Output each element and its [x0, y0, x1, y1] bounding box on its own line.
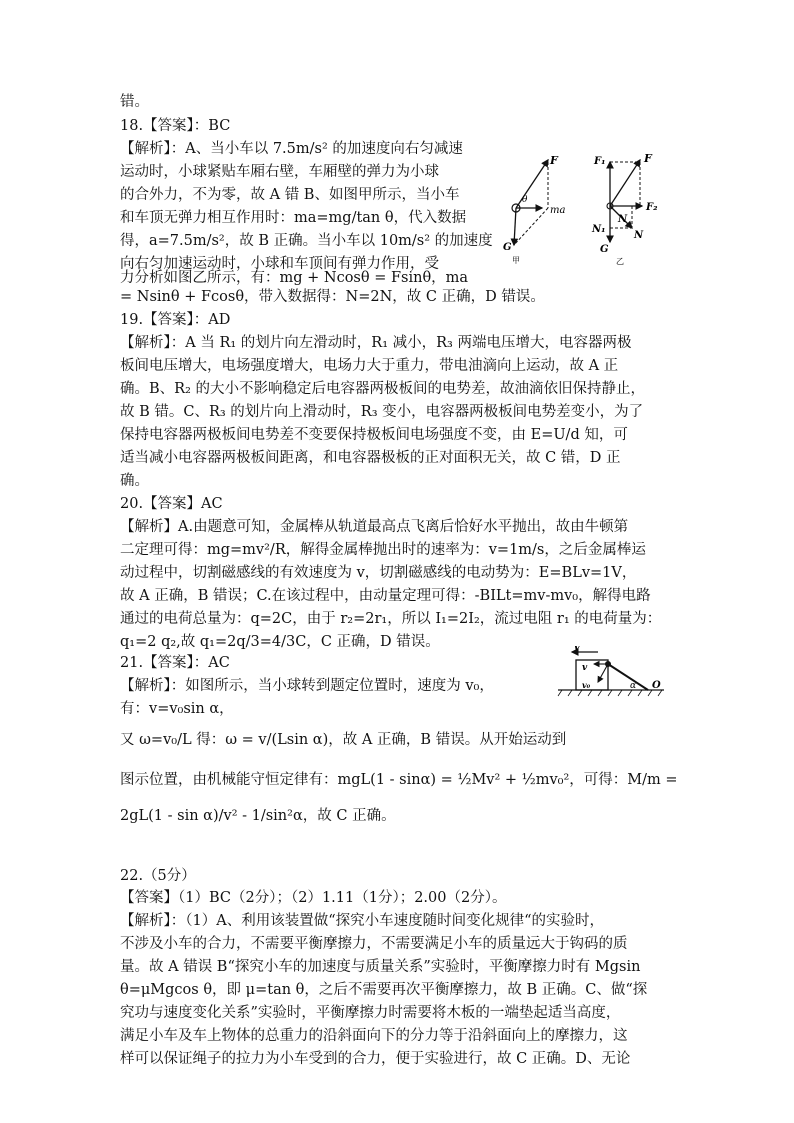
text-line: 保持电容器两极板间电势差不变要保持极板间电场强度不变，由 E=U/d 知，可	[120, 427, 628, 443]
label-F1: F₁	[594, 156, 606, 167]
text-line: 得，a=7.5m/s²，故 B 正确。当小车以 10m/s² 的加速度	[120, 233, 493, 249]
text-line: 【解析】A.由题意可知，金属棒从轨道最高点飞离后恰好水平抛出，故由牛顿第	[120, 519, 629, 535]
text-line: 适当减小电容器两极板间距离，和电容器极板的正对面积无关，故 C 错，D 正	[120, 450, 621, 466]
text-line: 运动时，小球紧贴车厢右壁，车厢壁的弹力为小球	[120, 164, 439, 180]
text-line: 板间电压增大，电场强度增大，电场力大于重力，带电油滴向上运动，故 A 正	[120, 358, 619, 374]
text-line: 二定理可得：mg=mv²/R，解得金属棒抛出时的速率为：v=1m/s，之后金属棒运	[120, 542, 646, 558]
label-N1: N₁	[592, 224, 606, 235]
text-line: 【解析】：如图所示，当小球转到题定位置时，速度为 v₀，	[120, 678, 494, 694]
text-line: 【解析】：A 当 R₁ 的划片向左滑动时，R₁ 减小，R₃ 两端电压增大，电容器两极	[120, 335, 632, 351]
text-line: 量。故 A 错误 B“探究小车的加速度与质量关系”实验时，平衡摩擦力时有 Mgsin	[120, 959, 641, 975]
answer-21: 21.【答案】：AC	[120, 655, 230, 671]
label-G: G	[503, 242, 512, 253]
label-G: G	[600, 244, 609, 255]
label-v: v	[574, 646, 580, 653]
text-line: 故 A 正确，B 错误；C.在该过程中，由动量定理可得：-BILt=mv-mv₀，解得电路	[120, 588, 651, 604]
caption-yi: 乙	[616, 257, 624, 266]
answer-22: 【答案】（1）BC（2分）；（2）1.11（1分）；2.00（2分）。	[120, 890, 507, 906]
text-line: 究功与速度变化关系”实验时，平衡摩擦力时需要将木板的一端垫起适当高度，	[120, 1005, 621, 1021]
text-line: q₁=2 q₂,故 q₁=2q/3=4/3C，C 正确，D 错误。	[120, 634, 440, 650]
text-line: 故 B 错。C、R₃ 的划片向上滑动时，R₃ 变小，电容器两极板间电势差变小，为了	[120, 404, 644, 420]
answer-19: 19.【答案】：AD	[120, 312, 231, 328]
answer-18: 18.【答案】：BC	[120, 118, 231, 134]
text-line: 图示位置，由机械能守恒定律有：mgL(1 - sinα) = ½Mv² + ½mv₀²，可得：M/m =	[120, 772, 678, 788]
text-line: 不涉及小车的合力，不需要平衡摩擦力，不需要满足小车的质量远大于钩码的质	[120, 936, 628, 952]
text-line: 的合外力，不为零，故 A 错 B、如图甲所示，当小车	[120, 187, 460, 203]
text-line: 2gL(1 - sin α)/v² - 1/sin²α，故 C 正确。	[120, 808, 396, 824]
force-diagram-jia	[498, 150, 578, 270]
label-v0: v₀	[582, 680, 591, 690]
text-line: θ=μMgcos θ，即 μ=tan θ，之后不需要再次平衡摩擦力，故 B 正确。C、做“探	[120, 982, 648, 998]
label-F: F	[550, 154, 558, 167]
text-line: 满足小车及车上物体的总重力的沿斜面向下的分力等于沿斜面向上的摩擦力，这	[120, 1028, 628, 1044]
text-line: 【解析】：（1）A、利用该装置做“探究小车速度随时间变化规律“的实验时，	[120, 913, 605, 929]
text-line: = Nsinθ + Fcosθ，带入数据得：N=2N，故 C 正确，D 错误。	[120, 289, 545, 305]
text-line: 和车顶无弹力相互作用时：ma=mg/tan θ，代入数据	[120, 210, 467, 226]
label-ma: ma	[550, 205, 566, 216]
caption-jia: 甲	[512, 256, 520, 265]
label-N: N	[634, 230, 644, 241]
rotation-diagram	[552, 646, 682, 704]
text-line: 有：v=v₀sin α，	[120, 701, 234, 717]
force-diagram-yi	[590, 150, 670, 270]
label-O: O	[652, 680, 661, 691]
text-line: 通过的电荷总量为：q=2C，由于 r₂=2r₁，所以 I₁=2I₂，流过电阻 r₁ 的电荷量为：	[120, 611, 662, 627]
text-line: 确。	[120, 473, 149, 489]
label-F: F	[644, 152, 652, 165]
text-line: 错。	[120, 94, 149, 110]
text-line: 向右匀加速运动时，小球和车顶间有弹力作用，受	[120, 256, 439, 272]
answer-20: 20.【答案】AC	[120, 496, 223, 512]
text-line: 力分析如图乙所示，有：mg + Ncosθ = Fsinθ，ma	[120, 270, 469, 286]
text-line: 动过程中，切割磁感线的有效速度为 v，切割磁感线的电动势为：E=BLv=1V，	[120, 565, 637, 581]
text-line: 【解析】：A、当小车以 7.5m/s² 的加速度向右匀减速	[120, 141, 463, 157]
label-N2: N	[618, 214, 628, 225]
text-line: 又 ω=v₀/L 得：ω = v/(Lsin α)，故 A 正确，B 错误。从开始运动到	[120, 732, 567, 748]
text-line: 确。B、R₂ 的大小不影响稳定后电容器两极板间的电势差，故油滴依旧保持静止，	[120, 381, 645, 397]
label-alpha: α	[630, 681, 637, 691]
question-22: 22.（5分）	[120, 868, 196, 884]
label-theta: θ	[522, 195, 528, 205]
label-v-inner: v	[582, 663, 588, 673]
label-F2: F₂	[646, 202, 658, 213]
text-line: 样可以保证绳子的拉力为小车受到的合力，便于实验进行，故 C 正确。D、无论	[120, 1051, 631, 1067]
